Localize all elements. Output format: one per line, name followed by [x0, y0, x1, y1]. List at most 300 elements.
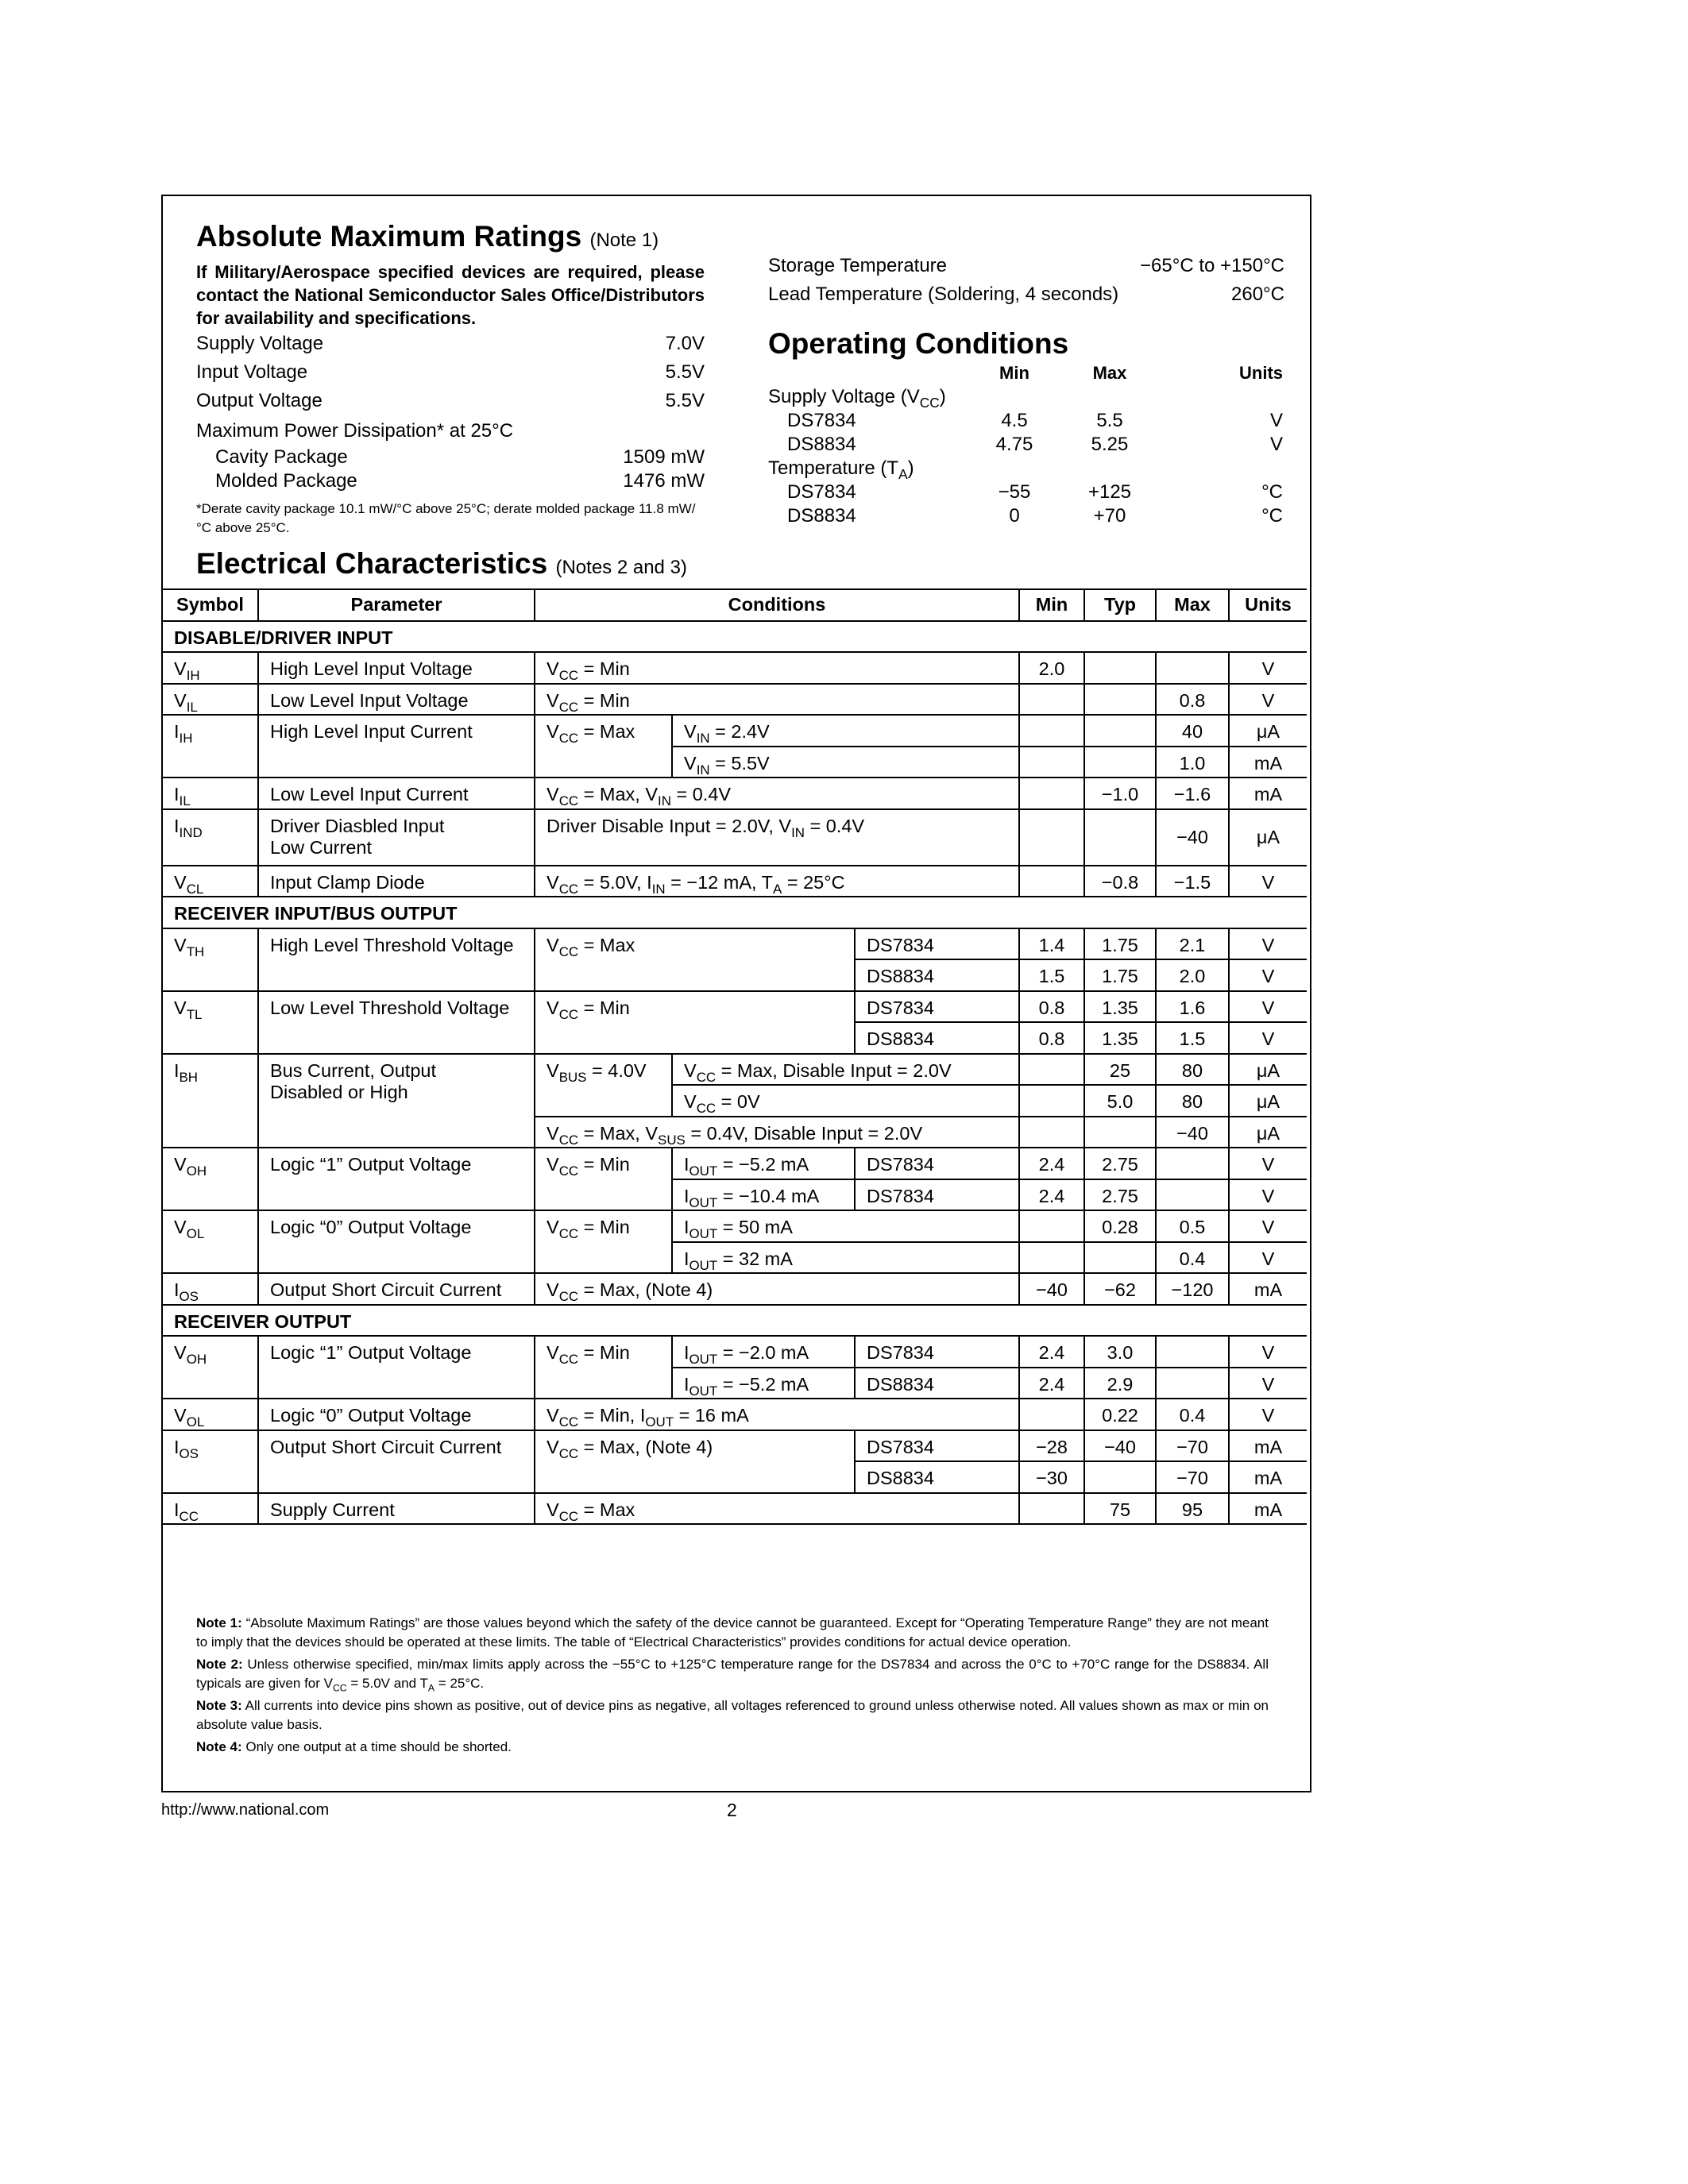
typ-cell: [1084, 1461, 1156, 1493]
cond-val: 32 mA: [739, 1248, 793, 1269]
cond-cell: $V_{CC} = 0V$: [672, 1085, 1019, 1117]
symbol-cell: $V_{IL}$: [163, 684, 258, 716]
max-cell: 95: [1156, 1493, 1229, 1525]
oc-header-min: Min: [999, 363, 1029, 383]
note-label: Note 3:: [196, 1698, 242, 1713]
units-cell: V: [1229, 1022, 1307, 1054]
typ-cell: 1.35: [1084, 991, 1156, 1023]
param-cell: High Level Input Voltage: [258, 652, 535, 684]
typ-cell: 75: [1084, 1493, 1156, 1525]
device-cell: DS7834: [855, 991, 1019, 1023]
min-cell: 0.8: [1019, 991, 1084, 1023]
note-text: All currents into device pins shown as positive, out of device pins as negative, all voltages referenced to ground unless otherwise noted. All values shown as max or min on absolute value basis.: [196, 1698, 1269, 1732]
max-cell: −70: [1156, 1461, 1229, 1493]
cond-cell: $V_{CC}$ = Min, $I_{OUT} = 16$ mA: [535, 1399, 1019, 1430]
oc-text: Temperature (T: [768, 457, 899, 479]
max-cell: [1156, 1179, 1229, 1211]
oc-units: °C: [1261, 481, 1283, 503]
note-label: Note 1:: [196, 1615, 242, 1630]
section-row: [163, 897, 1307, 928]
symbol-cell: $V_{CL}$: [163, 866, 258, 897]
param-cell: High Level Input Current: [258, 715, 535, 778]
typ-cell: 0.28: [1084, 1210, 1156, 1242]
units-cell: mA: [1229, 1430, 1307, 1462]
table-row: [163, 1273, 1307, 1305]
units-cell: V: [1229, 1336, 1307, 1368]
param-cell: Input Clamp Diode: [258, 866, 535, 897]
amr-row: [196, 446, 705, 469]
max-cell: −1.6: [1156, 778, 1229, 809]
cond-val: −5.2 mA: [739, 1154, 809, 1175]
symbol-cell: $V_{OH}$: [163, 1148, 258, 1210]
min-cell: 1.5: [1019, 959, 1084, 991]
units-cell: μA: [1229, 809, 1307, 866]
cond-cell: $I_{OUT} = 50$ mA: [672, 1210, 1019, 1242]
min-cell: 2.4: [1019, 1179, 1084, 1211]
oc-min: −55: [998, 481, 1031, 503]
min-cell: [1019, 1399, 1084, 1430]
cond-cell: $V_{BUS} = 4.0V$: [535, 1054, 672, 1117]
amr-value: −65°C to +150°C: [1140, 255, 1284, 276]
units-cell: V: [1229, 1148, 1307, 1179]
min-cell: 2.4: [1019, 1336, 1084, 1368]
cond-val: −5.2 mA: [739, 1373, 809, 1395]
oc-sub: CC: [919, 395, 940, 411]
amr-label: Input Voltage: [196, 361, 308, 383]
table-row: [163, 715, 1307, 747]
units-cell: μA: [1229, 715, 1307, 747]
cond-cell: $V_{CC}$ = Min: [535, 652, 1019, 684]
oc-units: V: [1269, 434, 1283, 455]
param-cell: Logic “0” Output Voltage: [258, 1399, 535, 1430]
symbol-cell: $I_{IH}$: [163, 715, 258, 778]
param-cell: [258, 1054, 535, 1148]
device-cell: DS8834: [855, 959, 1019, 991]
table-row: [163, 991, 1307, 1023]
param-line: Disabled or High: [270, 1081, 408, 1102]
min-cell: 2.0: [1019, 652, 1084, 684]
absolute-max-ratings-block: [196, 218, 705, 538]
note-label: Note 2:: [196, 1657, 243, 1672]
min-cell: [1019, 1117, 1084, 1148]
param-cell: Supply Current: [258, 1493, 535, 1525]
cond-cell: $V_{CC}$ = Min: [535, 1336, 672, 1399]
max-cell: 40: [1156, 715, 1229, 747]
footer-url-link[interactable]: http://www.national.com: [161, 1801, 330, 1819]
symbol-cell: $I_{IL}$: [163, 778, 258, 809]
cond-val: Min: [599, 689, 630, 711]
max-cell: 0.4: [1156, 1399, 1229, 1430]
param-cell: High Level Threshold Voltage: [258, 928, 535, 991]
max-cell: 0.8: [1156, 684, 1229, 716]
param-cell: Output Short Circuit Current: [258, 1430, 535, 1493]
cond-val: Min: [599, 1342, 630, 1363]
min-cell: 0.8: [1019, 1022, 1084, 1054]
cond-cell: $V_{CC}$ = Max: [535, 1493, 1019, 1525]
cond-val: 0.4V: [692, 784, 732, 805]
units-cell: V: [1229, 1368, 1307, 1399]
typ-cell: [1084, 715, 1156, 747]
amr-value: 1476 mW: [623, 470, 705, 492]
oc-blank: [1157, 385, 1284, 409]
amr-military-notice: If Military/Aerospace specified devices are required, please contact the National Semiconductor Sales Office/Distributors for availability and specifications.: [196, 262, 705, 328]
cond-val: Max: [599, 721, 635, 742]
note-text: = 25°C.: [438, 1676, 485, 1691]
table-row: [163, 809, 1307, 866]
max-cell: [1156, 1368, 1229, 1399]
ec-note: (Notes 2 and 3): [555, 557, 687, 578]
right-column: [768, 252, 1284, 528]
ec-title: Electrical Characteristics: [196, 547, 548, 580]
units-cell: mA: [1229, 778, 1307, 809]
oc-temp-label: [768, 457, 967, 483]
param-cell: [258, 809, 535, 866]
cond-val: 0.4V: [825, 815, 865, 836]
device-cell: DS8834: [855, 1368, 1019, 1399]
max-cell: [1156, 652, 1229, 684]
units-cell: V: [1229, 866, 1307, 897]
cond-val: Max: [599, 1499, 635, 1520]
note-text: “Absolute Maximum Ratings” are those values beyond which the safety of the device cannot be guaranteed. Except for “Operating Temperature Range” they are not meant to imply that the devices should be operated at these limits. The table of “Electrical Characteristics” provides conditions for actual device operation.: [196, 1615, 1269, 1650]
cond-cell: $V_{CC}$ = Min: [535, 684, 1019, 716]
amr-row: [768, 280, 1284, 309]
cond-cell: $V_{CC} = 5.0V$, $I_{IN} = -12$ mA, $T_A = 25^\circ C$: [535, 866, 1019, 897]
cond-val: Min, I: [599, 1405, 646, 1426]
max-cell: 80: [1156, 1054, 1229, 1086]
header-min: Min: [1019, 589, 1084, 621]
oc-blank: [1157, 457, 1284, 480]
cond-cell: $V_{CC}$ = Min: [535, 1148, 672, 1210]
oc-blank: [768, 361, 967, 385]
derate-footnote: *Derate cavity package 10.1 mW/°C above 25°C; derate molded package 11.8 mW/°C above 25°C.: [196, 501, 696, 535]
amr-label: Output Voltage: [196, 390, 323, 411]
symbol-cell: $I_{OS}$: [163, 1273, 258, 1305]
typ-cell: 1.35: [1084, 1022, 1156, 1054]
cond-cell: $V_{CC}$ = Max, (Note 4): [535, 1430, 855, 1493]
symbol-cell: $I_{CC}$: [163, 1493, 258, 1525]
min-cell: [1019, 747, 1084, 778]
min-cell: [1019, 1210, 1084, 1242]
cond-cell: $V_{CC}$ = Max, $V_{SUS} = 0.4V$, Disable Input = 2.0V: [535, 1117, 1019, 1148]
note-text: Unless otherwise specified, min/max limits apply across the −55°C to +125°C temperature range for the DS7834 and across the 0°C to +70°C range for the DS8834. All typicals are given for V: [196, 1657, 1269, 1691]
cond-cell: $V_{CC}$ = Min: [535, 1210, 672, 1273]
table-row: [163, 1054, 1307, 1086]
max-cell: 0.4: [1156, 1242, 1229, 1274]
amr-heading: [196, 218, 705, 259]
max-cell: 2.0: [1156, 959, 1229, 991]
typ-cell: [1084, 684, 1156, 716]
cond-val: Max, V: [599, 1122, 659, 1144]
oc-device: DS8834: [787, 434, 856, 455]
cond-cell: $V_{CC}$ = Max, Disable Input = 2.0V: [672, 1054, 1019, 1086]
amr-row: [768, 252, 1284, 280]
amr-label: Molded Package: [215, 470, 357, 492]
max-cell: −120: [1156, 1273, 1229, 1305]
cond-val: 0V: [736, 1091, 760, 1112]
oc-supply-label: [768, 385, 967, 409]
oc-device: DS8834: [787, 505, 856, 527]
cond-val: 16 mA: [694, 1405, 749, 1426]
oc-min: 4.75: [995, 434, 1033, 455]
units-cell: V: [1229, 928, 1307, 960]
cond-cell: $V_{CC}$ = Max: [535, 715, 672, 778]
symbol-cell: $I_{IND}$: [163, 809, 258, 866]
oc-blank: [1062, 385, 1157, 409]
typ-cell: 0.22: [1084, 1399, 1156, 1430]
param-cell: Output Short Circuit Current: [258, 1273, 535, 1305]
typ-cell: 1.75: [1084, 959, 1156, 991]
device-cell: DS8834: [855, 1022, 1019, 1054]
typ-cell: −1.0: [1084, 778, 1156, 809]
min-cell: [1019, 809, 1084, 866]
section-receiver-input-bus-output: RECEIVER INPUT/BUS OUTPUT: [163, 897, 1307, 928]
max-cell: −40: [1156, 1117, 1229, 1148]
cond-val: −2.0 mA: [739, 1342, 809, 1363]
oc-header-units: Units: [1239, 363, 1283, 383]
amr-value: 260°C: [1231, 284, 1284, 305]
symbol-cell: $V_{IH}$: [163, 652, 258, 684]
amr-value: 1509 mW: [623, 446, 705, 468]
table-row: [163, 1210, 1307, 1242]
oc-max: +125: [1087, 481, 1132, 503]
operating-conditions-title: Operating Conditions: [768, 327, 1069, 360]
min-cell: −28: [1019, 1430, 1084, 1462]
note-2: Note 2: Unless otherwise specified, min/max limits apply across the −55°C to +125°C temperature range for the DS7834 and across the 0°C to +70°C range for the DS8834. All typicals are given for $V_{CC} = 5.0V$ and $T_A = 25^\circ C$.: [196, 1657, 1269, 1694]
param-cell: Low Level Input Current: [258, 778, 535, 809]
amr-note: (Note 1): [589, 230, 659, 251]
max-cell: 0.5: [1156, 1210, 1229, 1242]
symbol-cell: $V_{TH}$: [163, 928, 258, 991]
units-cell: V: [1229, 1179, 1307, 1211]
min-cell: [1019, 1493, 1084, 1525]
amr-row: [196, 330, 705, 358]
amr-row: [196, 469, 705, 493]
min-cell: [1019, 1054, 1084, 1086]
notes-block: [196, 1614, 1269, 1760]
typ-cell: 25: [1084, 1054, 1156, 1086]
cond-cell: $V_{CC}$ = Max: [535, 928, 855, 991]
max-cell: 1.6: [1156, 991, 1229, 1023]
cond-val: Max: [599, 934, 635, 955]
typ-cell: [1084, 1117, 1156, 1148]
typ-cell: −62: [1084, 1273, 1156, 1305]
oc-max: +70: [1093, 505, 1126, 527]
cond-val: Min: [599, 1217, 630, 1237]
typ-cell: [1084, 747, 1156, 778]
units-cell: μA: [1229, 1054, 1307, 1086]
max-cell: −40: [1156, 809, 1229, 866]
min-cell: [1019, 715, 1084, 747]
max-cell: 2.1: [1156, 928, 1229, 960]
param-cell: Low Level Threshold Voltage: [258, 991, 535, 1054]
table-row: [163, 1493, 1307, 1525]
cond-cell: $V_{CC}$ = Max, (Note 4): [535, 1273, 1019, 1305]
oc-text: ): [939, 386, 946, 407]
amr-label: Storage Temperature: [768, 255, 948, 276]
symbol-cell: $V_{OH}$: [163, 1336, 258, 1399]
table-row: [163, 652, 1307, 684]
units-cell: mA: [1229, 1273, 1307, 1305]
min-cell: −30: [1019, 1461, 1084, 1493]
symbol-cell: $I_{OS}$: [163, 1430, 258, 1493]
device-cell: DS7834: [855, 1148, 1019, 1179]
cond-val: 5.0V, I: [599, 871, 652, 893]
device-cell: DS7834: [855, 1179, 1019, 1211]
units-cell: mA: [1229, 1461, 1307, 1493]
units-cell: V: [1229, 1210, 1307, 1242]
param-line: Driver Diasbled Input: [270, 815, 445, 836]
section-receiver-output: RECEIVER OUTPUT: [163, 1305, 1307, 1337]
cond-val: Min: [599, 1154, 630, 1175]
units-cell: μA: [1229, 1085, 1307, 1117]
cond-val: = −12 mA, T: [670, 871, 774, 893]
cond-val: Min: [599, 997, 630, 1018]
electrical-characteristics-heading: [196, 546, 687, 586]
section-row: [163, 1305, 1307, 1337]
oc-text: ): [907, 457, 914, 479]
typ-cell: [1084, 809, 1156, 866]
table-row: [163, 1430, 1307, 1462]
typ-cell: −0.8: [1084, 866, 1156, 897]
electrical-characteristics-table: [163, 588, 1307, 1525]
oc-sub: A: [898, 466, 908, 483]
param-cell: Low Level Input Voltage: [258, 684, 535, 716]
cond-val: 5.5V: [731, 752, 770, 774]
units-cell: μA: [1229, 1117, 1307, 1148]
cond-val: 2.4V: [731, 721, 770, 742]
oc-blank: [1062, 457, 1157, 480]
units-cell: V: [1229, 1242, 1307, 1274]
note-1: [196, 1614, 1269, 1652]
cond-cell: $I_{OUT} = -2.0$ mA: [672, 1336, 855, 1368]
page-number: 2: [727, 1800, 737, 1820]
symbol-cell: $V_{OL}$: [163, 1210, 258, 1273]
amr-title: Absolute Maximum Ratings: [196, 220, 582, 253]
units-cell: V: [1229, 684, 1307, 716]
units-cell: V: [1229, 991, 1307, 1023]
oc-units: V: [1269, 410, 1283, 431]
typ-cell: 5.0: [1084, 1085, 1156, 1117]
note-label: Note 4:: [196, 1739, 242, 1754]
param-cell: Logic “1” Output Voltage: [258, 1336, 535, 1399]
cond-cell: $I_{OUT} = -10.4$ mA: [672, 1179, 855, 1211]
oc-header-max: Max: [1092, 363, 1127, 383]
min-cell: 1.4: [1019, 928, 1084, 960]
units-cell: mA: [1229, 1493, 1307, 1525]
note-text: = 5.0V and T: [350, 1676, 428, 1691]
cond-val: = 0.4V, Disable Input = 2.0V: [690, 1122, 923, 1144]
cond-val: Max, (Note 4): [599, 1279, 713, 1300]
oc-blank: [967, 385, 1062, 409]
table-row: [163, 1148, 1307, 1179]
table-row: [163, 1336, 1307, 1368]
typ-cell: [1084, 652, 1156, 684]
typ-cell: 2.75: [1084, 1148, 1156, 1179]
param-line: Bus Current, Output: [270, 1059, 436, 1081]
cond-val: −10.4 mA: [739, 1185, 820, 1206]
typ-cell: 1.75: [1084, 928, 1156, 960]
device-cell: DS7834: [855, 928, 1019, 960]
table-row: [163, 1399, 1307, 1430]
header-parameter: Parameter: [258, 589, 535, 621]
max-cell: [1156, 1336, 1229, 1368]
oc-max: 5.25: [1091, 434, 1129, 455]
device-cell: DS8834: [855, 1461, 1019, 1493]
cond-cell: $I_{OUT} = 32$ mA: [672, 1242, 1019, 1274]
max-cell: 1.5: [1156, 1022, 1229, 1054]
units-cell: mA: [1229, 747, 1307, 778]
max-cell: 1.0: [1156, 747, 1229, 778]
device-cell: DS7834: [855, 1336, 1019, 1368]
amr-value: 7.0V: [665, 333, 705, 354]
device-cell: DS7834: [855, 1430, 1019, 1462]
symbol-cell: $V_{OL}$: [163, 1399, 258, 1430]
oc-device: DS7834: [787, 410, 856, 431]
cond-val: = 25°C: [786, 871, 845, 893]
typ-cell: 2.9: [1084, 1368, 1156, 1399]
typ-cell: 2.75: [1084, 1179, 1156, 1211]
units-cell: V: [1229, 1399, 1307, 1430]
symbol-cell: $I_{BH}$: [163, 1054, 258, 1148]
min-cell: [1019, 778, 1084, 809]
symbol-cell: $V_{TL}$: [163, 991, 258, 1054]
cond-val: Max, Disable Input = 2.0V: [736, 1059, 952, 1081]
oc-units: °C: [1261, 505, 1283, 527]
section-row: [163, 621, 1307, 653]
units-cell: V: [1229, 652, 1307, 684]
oc-max: 5.5: [1096, 410, 1123, 431]
header-conditions: Conditions: [535, 589, 1019, 621]
amr-value: 5.5V: [665, 390, 705, 411]
power-dissipation-heading: Maximum Power Dissipation* at 25°C: [196, 420, 514, 442]
header-max: Max: [1156, 589, 1229, 621]
amr-label: Lead Temperature (Soldering, 4 seconds): [768, 284, 1119, 305]
cond-cell: $I_{OUT} = -5.2$ mA: [672, 1368, 855, 1399]
cond-cell: $V_{IN} = 2.4V$: [672, 715, 1019, 747]
typ-cell: 3.0: [1084, 1336, 1156, 1368]
min-cell: [1019, 866, 1084, 897]
cond-val: Max, (Note 4): [599, 1436, 713, 1457]
amr-label: Supply Voltage: [196, 333, 324, 354]
table-row: [163, 866, 1307, 897]
amr-label: Cavity Package: [215, 446, 348, 468]
operating-conditions-table: [768, 361, 1284, 528]
oc-text: Supply Voltage (V: [768, 386, 920, 407]
table-row: [163, 778, 1307, 809]
datasheet-frame: [161, 195, 1311, 1792]
oc-device: DS7834: [787, 481, 856, 503]
units-cell: V: [1229, 959, 1307, 991]
param-cell: Logic “0” Output Voltage: [258, 1210, 535, 1273]
cond-cell: $V_{CC}$ = Max, $V_{IN} = 0.4V$: [535, 778, 1019, 809]
amr-value: 5.5V: [665, 361, 705, 383]
max-cell: −1.5: [1156, 866, 1229, 897]
note-3: [196, 1696, 1269, 1734]
min-cell: [1019, 684, 1084, 716]
cond-val: Driver Disable Input = 2.0V, V: [547, 815, 792, 836]
note-4: [196, 1738, 1269, 1757]
section-disable-driver-input: DISABLE/DRIVER INPUT: [163, 621, 1307, 653]
oc-blank: [967, 457, 1062, 480]
amr-row: [196, 358, 705, 387]
param-cell: Logic “1” Output Voltage: [258, 1148, 535, 1210]
min-cell: 2.4: [1019, 1368, 1084, 1399]
oc-min: 0: [1009, 505, 1020, 527]
max-cell: 80: [1156, 1085, 1229, 1117]
min-cell: [1019, 1242, 1084, 1274]
header-typ: Typ: [1084, 589, 1156, 621]
min-cell: −40: [1019, 1273, 1084, 1305]
